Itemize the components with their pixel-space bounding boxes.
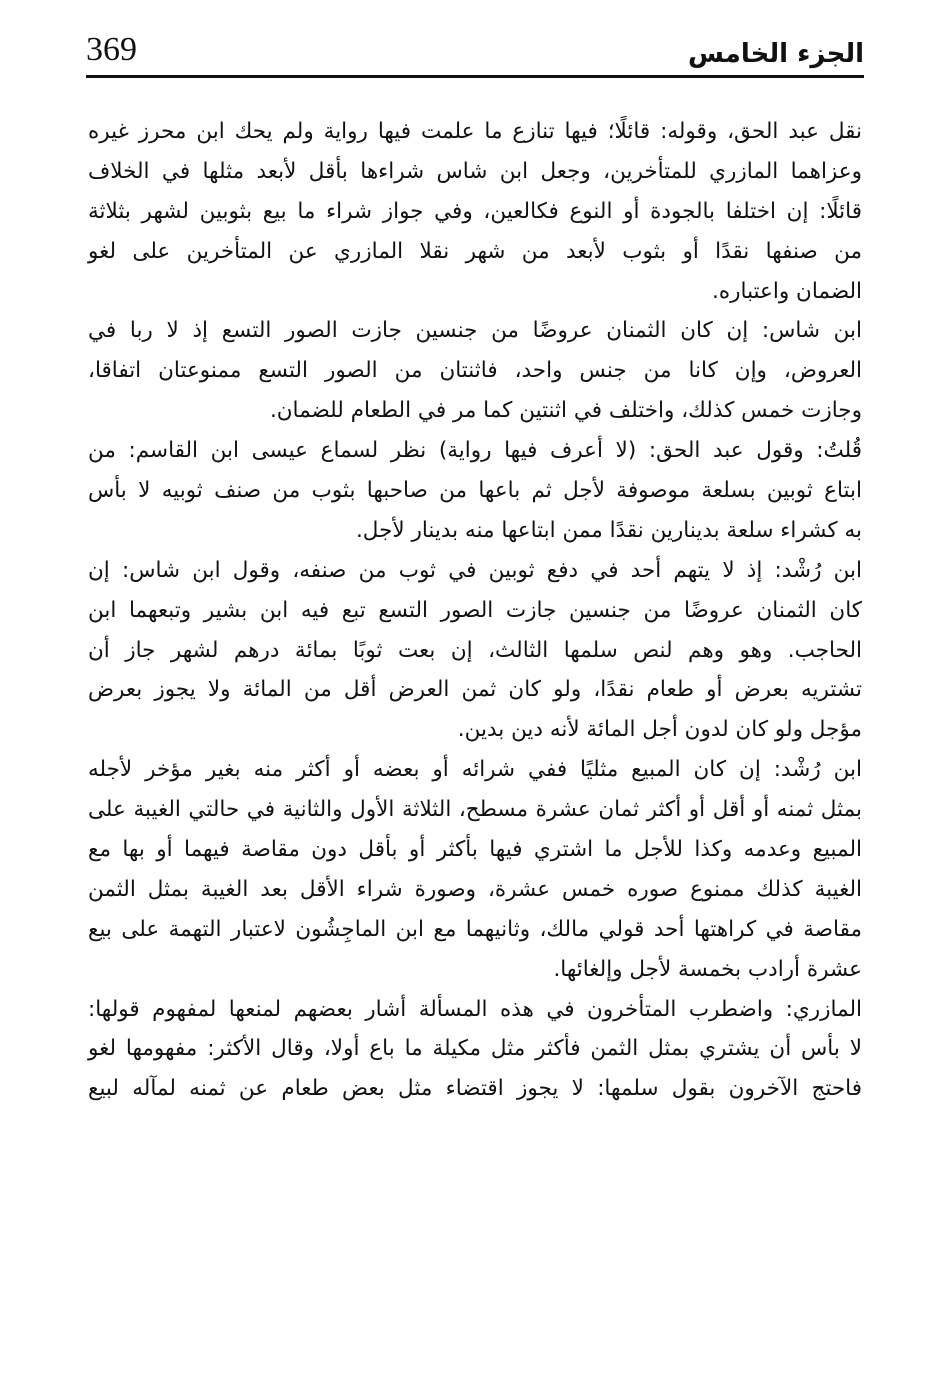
text-line: كان الثمنان عروضًا من جنسين جازت الصور التسع تبع فيه ابن بشير وتبعهما ابن — [88, 597, 862, 623]
text-line: الغيبة كذلك ممنوع صوره خمس عشرة، وصورة شراء الأقل بعد الغيبة بمثل الثمن — [88, 876, 862, 902]
text-line: مقاصة في كراهتها أحد قولي مالك، وثانيهما مع ابن الماجِشُون لاعتبار التهمة على بيع — [88, 916, 862, 942]
text-line: مؤجل ولو كان لدون أجل المائة لأنه دين بدين. — [457, 717, 862, 743]
text-line: وجازت خمس كذلك، واختلف في اثنتين كما مر في الطعام للضمان. — [269, 398, 862, 424]
text-line: وعزاهما المازري للمتأخرين، وجعل ابن شاس شراءها بأقل لأبعد مثلها في الخلاف — [88, 158, 862, 184]
text-line: نقل عبد الحق، وقوله: قائلًا؛ فيها تنازع ما علمت فيها رواية ولم يحك ابن محرز غيره — [88, 119, 862, 144]
text-line: قائلًا: إن اختلفا بالجودة أو النوع فكالعين، وفي جواز شراء ما بيع بثوبين لشهر بثلاثة — [88, 198, 862, 224]
text-line: المبيع وعدمه وكذا للأجل ما اشتري فيها بأكثر أو بأقل دون مقاصة فيهما أو بها مع — [88, 837, 862, 863]
paragraph — [88, 750, 862, 989]
text-line: الحاجب. وهو وهم لنص سلمها الثالث، إن بعت ثوبًا بمائة درهم لشهر جاز أن — [88, 637, 862, 663]
text-line: ابتاع ثوبين بسلعة موصوفة لأجل ثم باعها من صاحبها بثوب من صنف ثوبيه لا بأس — [88, 478, 862, 504]
text-line: الضمان واعتباره. — [712, 278, 862, 304]
text-line: لا بأس أن يشتري بمثل الثمن فأكثر مثل مكيلة ما باع أولا، وقال الأكثر: مفهومها لغو — [88, 1036, 862, 1062]
text-line: ابن شاس: إن كان الثمنان عروضًا من جنسين جازت الصور التسع إذ لا ربا في — [88, 318, 862, 344]
text-line: العروض، وإن كانا من جنس واحد، فاثنتان من الصور التسع ممنوعتان اتفاقا، — [88, 358, 862, 384]
paragraph — [88, 431, 862, 551]
text-line: ابن رُشْد: إن كان المبيع مثليًا ففي شرائه أو بعضه أو أكثر منه بغير مؤخر لأجله — [88, 757, 862, 783]
text-line: تشتريه بعرض أو طعام نقدًا، ولو كان ثمن العرض أقل من المائة ولا يجوز بعرض — [88, 677, 862, 703]
text-line: به كشراء سلعة بدينارين نقدًا ممن ابتاعها منه بدينار لأجل. — [355, 517, 862, 543]
paragraph — [88, 311, 862, 431]
text-line: قُلتُ: وقول عبد الحق: (لا أعرف فيها رواية) نظر لسماع عيسى ابن القاسم: من — [88, 438, 862, 464]
text-line: ابن رُشْد: إذ لا يتهم أحد في دفع ثوبين في ثوب من صنفه، وقول ابن شاس: إن — [88, 557, 862, 583]
paragraph — [88, 990, 862, 1110]
page-number: 369 — [86, 31, 137, 68]
text-line: فاحتج الآخرون بقول سلمها: لا يجوز اقتضاء مثل بعض طعام عن ثمنه لمآله لبيع — [88, 1076, 862, 1102]
paragraph — [88, 551, 862, 750]
text-line: عشرة أرادب بخمسة لأجل وإلغائها. — [553, 956, 862, 982]
text-line: من صنفها نقدًا أو بثوب لأبعد من شهر نقلا المازري عن المتأخرين على لغو — [88, 238, 862, 264]
page-body — [88, 112, 862, 1109]
paragraph — [88, 112, 862, 311]
text-line: بمثل ثمنه أو أقل أو أكثر ثمان عشرة مسطح، الثلاثة الأول والثانية في حالتي الغيبة على — [88, 797, 862, 823]
running-head: الجزء الخامس — [688, 39, 864, 69]
text-line: المازري: واضطرب المتأخرون في هذه المسألة أشار بعضهم لمنعها لمفهوم قولها: — [88, 996, 862, 1022]
page-header — [86, 30, 864, 78]
